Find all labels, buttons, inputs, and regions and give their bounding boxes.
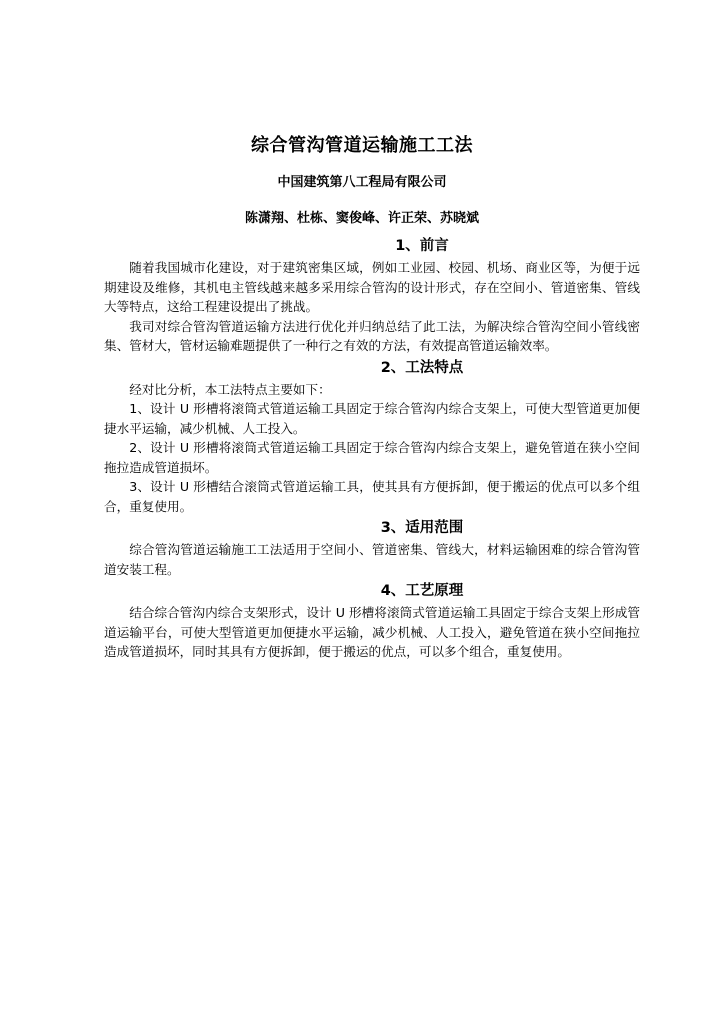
paragraph: 结合综合管沟内综合支架形式，设计 U 形槽将滚筒式管道运输工具固定于综合支架上形成管道运输平台，可使大型管道更加便捷水平运输，减少机械、人工投入，避免管道在狭小空间拖拉造成管道损坏，同时其具有方便拆卸，便于搬运的优点，可以多个组合，重复使用。 bbox=[104, 605, 640, 659]
document-title: 综合管沟管道运输施工工法 bbox=[251, 135, 473, 156]
document-body bbox=[104, 234, 640, 662]
author-list: 陈潇翔、杜栋、窦俊峰、许正荣、苏晓斌 bbox=[244, 211, 479, 226]
paragraph: 综合管沟管道运输施工工法适用于空间小、管道密集、管线大，材料运输困难的综合管沟管道安装工程。 bbox=[104, 542, 640, 577]
paragraph: 经对比分析，本工法特点主要如下： bbox=[129, 381, 331, 397]
section-heading-1: 1、前言 bbox=[395, 238, 449, 254]
paragraph: 2、设计 U 形槽将滚筒式管道运输工具固定于综合管沟内综合支架上，避免管道在狭小空间拖拉造成管道损坏。 bbox=[104, 440, 640, 475]
organization-name: 中国建筑第八工程局有限公司 bbox=[277, 175, 447, 190]
section-heading-2: 2、工法特点 bbox=[380, 359, 464, 376]
section-heading-4: 4、工艺原理 bbox=[380, 583, 464, 599]
paragraph: 3、设计 U 形槽结合滚筒式管道运输工具，使其具有方便拆卸，便于搬运的优点可以多个组合，重复使用。 bbox=[104, 479, 640, 514]
paragraph: 1、设计 U 形槽将滚筒式管道运输工具固定于综合管沟内综合支架上，可使大型管道更加便捷水平运输，减少机械、人工投入。 bbox=[104, 401, 640, 436]
paragraph: 我司对综合管沟管道运输方法进行优化并归纳总结了此工法，为解决综合管沟空间小管线密集、管材大，管材运输难题提供了一种行之有效的方法，有效提高管道运输效率。 bbox=[104, 318, 640, 353]
section-heading-3: 3、适用范围 bbox=[380, 520, 464, 536]
paragraph: 随着我国城市化建设，对于建筑密集区域，例如工业园、校园、机场、商业区等，为便于远期建设及维修，其机电主管线越来越多采用综合管沟的设计形式，存在空间小、管道密集、管线大等特点，这给工程建设提出了挑战。 bbox=[104, 260, 640, 314]
